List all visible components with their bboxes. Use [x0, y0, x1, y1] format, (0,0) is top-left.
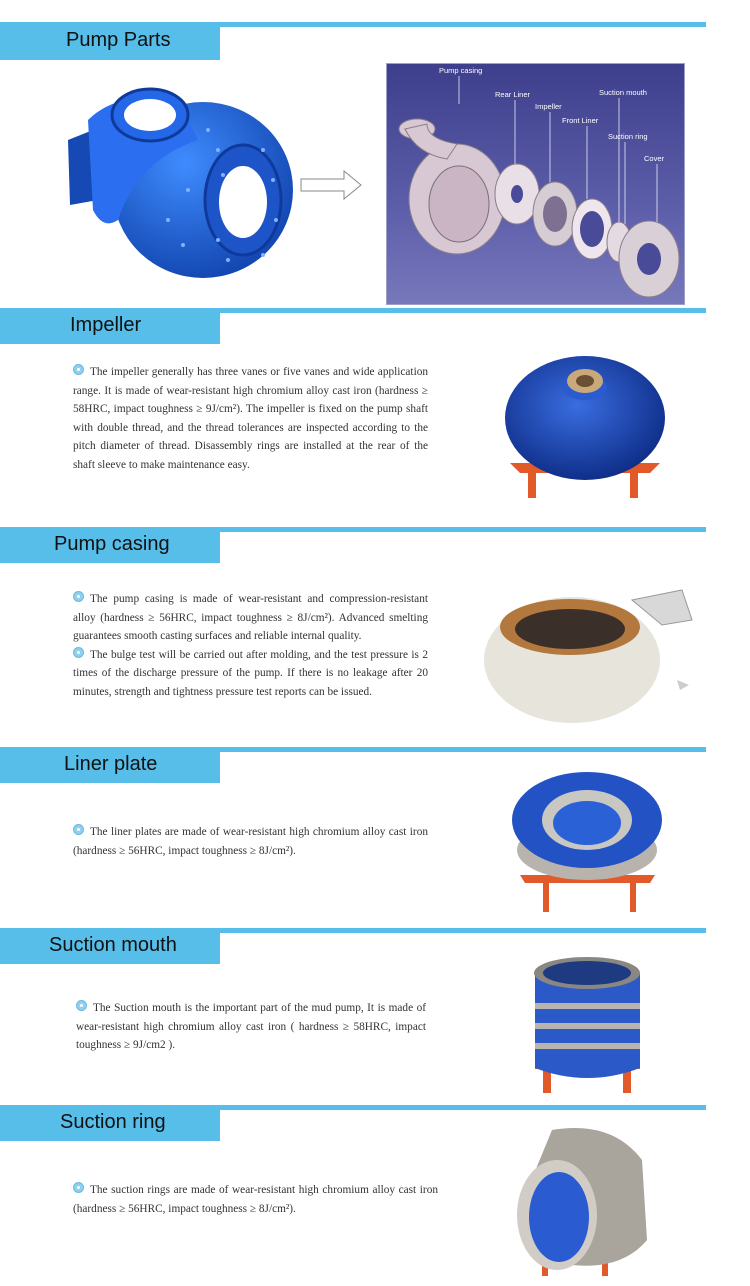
bullet-icon: [73, 1182, 84, 1193]
impeller-image: [500, 348, 670, 503]
label-cover: Cover: [644, 154, 665, 163]
bullet-icon: [73, 647, 84, 658]
arrow-right-icon: [300, 170, 362, 200]
suction-ring-description: The suction rings are made of wear-resistant high chromium alloy cast iron (hardness ≥ 56HRC, impact toughness ≥ 8J/cm²).: [73, 1184, 438, 1215]
section-title: Impeller: [70, 314, 142, 336]
section-title: Suction ring: [60, 1111, 166, 1133]
bullet-icon: [73, 824, 84, 835]
suction-ring-image: [512, 1120, 652, 1280]
bullet-icon: [73, 364, 84, 375]
label-rear-liner: Rear Liner: [495, 90, 531, 99]
section-title: Suction mouth: [49, 934, 177, 956]
suction-mouth-image: [525, 948, 650, 1098]
label-impeller: Impeller: [535, 102, 562, 111]
bullet-icon: [76, 1000, 87, 1011]
bullet-icon: [73, 591, 84, 602]
pump-assembly-image: [58, 70, 293, 280]
impeller-description: The impeller generally has three vanes or five vanes and wide application range. It is made of wear-resistant high chromium alloy cast iron (hardness ≥ 58HRC, impact toughness ≥ 9J/cm²). The impeller is fixed on the pump shaft with double thread, and the thread tolerances are inspected according to the pitch diameter of thread. Disassembly rings are installed at the rear of the shaft sleeve to make maintenance easy.: [73, 366, 428, 471]
pump-casing-description: The pump casing is made of wear-resistant and compression-resistant alloy (hardness ≥ 56HRC, impact toughness ≥ 8J/cm²). Advanced smelting guarantees smooth casting surfaces and reliable internal quality. The bulge test will be carried out after molding, and the test pressure is 2 times of the discharge pressure of the pump. If there is no leakage after 20 minutes, strength and tightness pressure test reports can be issued.: [73, 593, 428, 698]
suction-mouth-description: The Suction mouth is the important part of the mud pump, It is made of wear-resistant high chromium alloy cast iron ( hardness ≥ 58HRC, impact toughness ≥ 9J/cm2 ).: [76, 1002, 426, 1051]
label-suction-ring: Suction ring: [608, 132, 648, 141]
label-suction-mouth: Suction mouth: [599, 88, 647, 97]
section-title: Pump casing: [54, 533, 170, 555]
section-title: Pump Parts: [66, 29, 171, 51]
exploded-parts-diagram: [386, 63, 685, 305]
liner-plate-description: The liner plates are made of wear-resistant high chromium alloy cast iron (hardness ≥ 56HRC, impact toughness ≥ 8J/cm²).: [73, 826, 428, 857]
label-pump-casing: Pump casing: [439, 66, 483, 75]
pump-casing-image: [482, 585, 697, 725]
liner-plate-image: [505, 765, 670, 915]
section-title: Liner plate: [64, 753, 158, 775]
label-front-liner: Front Liner: [562, 116, 599, 125]
